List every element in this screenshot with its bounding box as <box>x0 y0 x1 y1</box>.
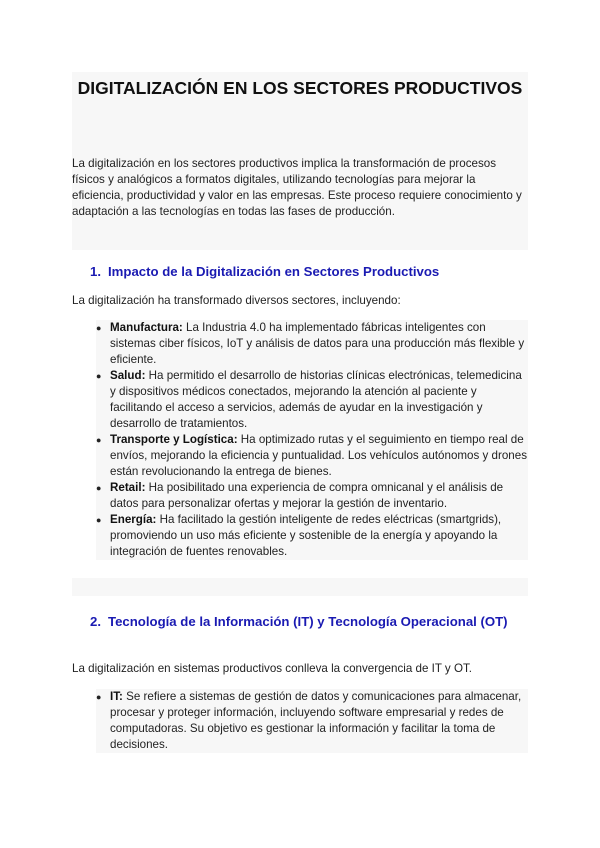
document-title: DIGITALIZACIÓN EN LOS SECTORES PRODUCTIVOS <box>77 78 523 98</box>
section-2-heading <box>90 612 518 631</box>
list-item-text: La Industria 4.0 ha implementado fábricas inteligentes con sistemas ciber físicos, IoT y análisis de datos para una producción más flexible y eficiente. <box>110 321 525 366</box>
list-item <box>96 512 528 560</box>
section-2-lead: La digitalización en sistemas productivos conlleva la convergencia de IT y OT. <box>72 662 472 675</box>
section-1-list <box>96 320 528 560</box>
section-2-list <box>96 689 528 753</box>
list-item-term: Salud: <box>110 369 146 382</box>
bullet-icon: ● <box>96 323 102 333</box>
list-item-text: Ha optimizado rutas y el seguimiento en tiempo real de envíos, mejorando la eficiencia y puntualidad. Los vehículos autónomos y drones están revolucionando la entrega de bienes. <box>110 433 527 478</box>
list-item-text: Se refiere a sistemas de gestión de datos y comunicaciones para almacenar, procesar y proteger información, incluyendo software empresarial y redes de computadoras. Su objetivo es gestionar la información y facilitar la toma de decisiones. <box>110 690 522 751</box>
separator-background <box>72 578 528 596</box>
list-item-term: IT: <box>110 690 123 703</box>
bullet-icon: ● <box>96 692 102 702</box>
list-item-term: Retail: <box>110 481 146 494</box>
intro-paragraph: La digitalización en los sectores productivos implica la transformación de procesos físicos y analógicos a formatos digitales, utilizando tecnologías para mejorar la eficiencia, productividad y valor en las empresas. Este proceso requiere conocimiento y adaptación a las tecnologías en todas las fases de producción. <box>72 157 522 218</box>
list-item <box>96 320 528 368</box>
section-1-heading <box>90 262 518 281</box>
list-item-text: Ha permitido el desarrollo de historias clínicas electrónicas, telemedicina y dispositivos médicos conectados, mejorando la atención al paciente y facilitando el acceso a servicios, además de ayudar en la investigación y desarrollo de tratamientos. <box>110 369 522 430</box>
section-2-number: 2. <box>90 614 101 629</box>
bullet-icon: ● <box>96 371 102 381</box>
list-item-term: Manufactura: <box>110 321 183 334</box>
bullet-icon: ● <box>96 515 102 525</box>
list-item <box>96 480 528 512</box>
bullet-icon: ● <box>96 435 102 445</box>
list-item-term: Energía: <box>110 513 157 526</box>
section-2-title: Tecnología de la Información (IT) y Tecnología Operacional (OT) <box>108 614 508 629</box>
bullet-icon: ● <box>96 483 102 493</box>
section-1-number: 1. <box>90 264 101 279</box>
section-1-title: Impacto de la Digitalización en Sectores Productivos <box>108 264 440 279</box>
list-item-term: Transporte y Logística: <box>110 433 238 446</box>
list-item <box>96 432 528 480</box>
list-item-text: Ha facilitado la gestión inteligente de redes eléctricas (smartgrids), promoviendo un uso más eficiente y sostenible de la energía y apoyando la integración de fuentes renovables. <box>110 513 502 558</box>
list-item <box>96 689 528 753</box>
section-1-lead: La digitalización ha transformado diversos sectores, incluyendo: <box>72 294 401 307</box>
list-item-text: Ha posibilitado una experiencia de compra omnicanal y el análisis de datos para personalizar ofertas y mejorar la gestión de inventario. <box>110 481 504 510</box>
list-item <box>96 368 528 432</box>
